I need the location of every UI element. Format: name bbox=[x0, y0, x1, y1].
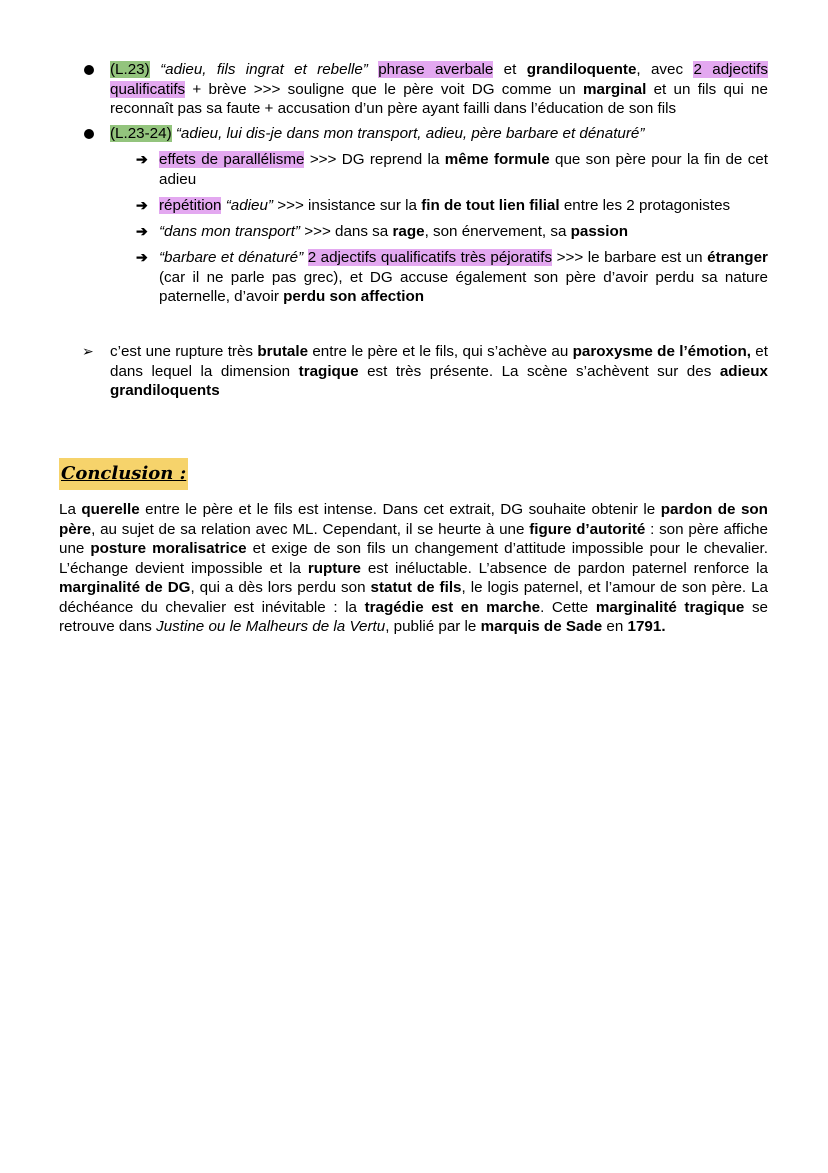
text: que son père pour la fin de cet adieu bbox=[159, 151, 768, 188]
bold-text: grandiloquente bbox=[526, 61, 637, 78]
line-ref: (L.23) bbox=[110, 61, 150, 78]
text: , au sujet de sa relation avec ML. Cependant, il se heurte à une bbox=[91, 520, 525, 538]
bold-text: rage bbox=[392, 223, 425, 240]
line-ref: (L.23-24) bbox=[110, 125, 172, 142]
sub-item-barbare bbox=[159, 248, 768, 307]
quote: “adieu, fils ingrat et rebelle” bbox=[160, 61, 368, 78]
text: (car il ne parle pas grec), et DG accuse également son père d’avoir perdu sa nature paternelle, d’avoir bbox=[159, 268, 768, 305]
text: >>> le barbare est un bbox=[556, 249, 703, 266]
bold-text: perdu son affection bbox=[283, 288, 425, 305]
bullet-l23-24 bbox=[110, 124, 768, 144]
bold-text: tragédie est en marche bbox=[364, 598, 541, 616]
bold-text: marginalité tragique bbox=[595, 598, 745, 616]
bold-text: passion bbox=[570, 223, 629, 240]
text: , qui a dès lors perdu son bbox=[190, 579, 366, 596]
bold-text: même formule bbox=[444, 151, 550, 168]
bold-text: fin de tout lien filial bbox=[421, 197, 560, 214]
bold-text: figure d’autorité bbox=[529, 520, 646, 538]
summary-arrow-icon: ➢ bbox=[82, 343, 94, 359]
text: se retrouve dans bbox=[59, 598, 768, 635]
highlight: 2 adjectifs qualificatifs très péjoratifs bbox=[307, 249, 553, 266]
text: , publié par le bbox=[385, 618, 477, 635]
text: et un fils qui ne reconnaît pas sa faute + accusation d’un père ayant failli dans l’éducation de son fils bbox=[110, 80, 768, 117]
summary-paragraph bbox=[110, 342, 768, 401]
bold-text: paroxysme de l’émotion, bbox=[572, 343, 751, 360]
arrow-icon: ➔ bbox=[136, 223, 148, 239]
text: entre le père et le fils est intense. Dans cet extrait, DG souhaite obtenir le bbox=[145, 501, 656, 518]
highlight: effets de parallélisme bbox=[159, 151, 305, 168]
text: : son père affiche une bbox=[59, 520, 768, 557]
text: et dans lequel la dimension bbox=[110, 343, 768, 380]
bold-text: pardon de son père bbox=[59, 501, 768, 538]
bullet-dot bbox=[84, 65, 94, 75]
bold-text: marginal bbox=[583, 80, 647, 98]
bold-text: querelle bbox=[81, 501, 140, 518]
text: . Cette bbox=[540, 598, 589, 616]
text: et exige de son fils un changement d’attitude impossible pour le chevalier. L’échange devient impossible et la bbox=[59, 540, 768, 577]
text: >>> insistance sur la bbox=[277, 197, 417, 214]
italic-title: Justine ou le Malheurs de la Vertu bbox=[156, 618, 386, 635]
bold-text: étranger bbox=[707, 249, 768, 266]
sub-item-transport bbox=[159, 222, 768, 242]
bold-text: posture moralisatrice bbox=[90, 540, 247, 557]
arrow-icon: ➔ bbox=[136, 197, 148, 213]
text: , avec bbox=[636, 61, 684, 78]
bold-text: statut de fils bbox=[370, 579, 462, 596]
text: en bbox=[606, 618, 624, 635]
text: et bbox=[503, 61, 517, 78]
sub-item-repetition bbox=[159, 196, 768, 216]
bold-text: 1791. bbox=[627, 618, 666, 635]
text: entre les 2 protagonistes bbox=[563, 197, 731, 214]
highlight: répétition bbox=[159, 197, 222, 214]
quote: “adieu, lui dis-je dans mon transport, adieu, père barbare et dénaturé” bbox=[175, 125, 645, 142]
text: + brève >>> souligne que le père voit DG comme un bbox=[192, 80, 576, 98]
bold-text: marquis de Sade bbox=[480, 618, 603, 635]
conclusion-title: Conclusion : bbox=[59, 458, 188, 490]
quote: “adieu” bbox=[225, 197, 273, 214]
quote: “dans mon transport” bbox=[159, 223, 300, 240]
text: est inéluctable. L’absence de pardon paternel renforce la bbox=[367, 559, 768, 577]
text: , son énervement, sa bbox=[424, 223, 567, 240]
text: >>> dans sa bbox=[304, 223, 389, 240]
bold-text: tragique bbox=[298, 362, 359, 380]
text: >>> DG reprend la bbox=[309, 151, 440, 168]
sub-item-parallelisme bbox=[159, 150, 768, 189]
quote: “barbare et dénaturé” bbox=[159, 249, 304, 266]
text: , le logis paternel, et l’amour de son père. La déchéance du chevalier est inévitable : la bbox=[59, 579, 768, 616]
bold-text: brutale bbox=[257, 343, 309, 360]
arrow-icon: ➔ bbox=[136, 151, 148, 167]
bullet-l23 bbox=[110, 60, 768, 119]
highlight: 2 adjectifs qualificatifs bbox=[110, 61, 768, 98]
bullet-dot bbox=[84, 129, 94, 139]
highlight: phrase averbale bbox=[378, 61, 494, 78]
bold-text: marginalité de DG bbox=[59, 579, 191, 596]
text: c’est une rupture très bbox=[110, 343, 254, 360]
arrow-icon: ➔ bbox=[136, 249, 148, 265]
text: entre le père et le fils, qui s’achève au bbox=[312, 343, 569, 360]
bold-text: adieux grandiloquents bbox=[110, 362, 768, 399]
text: La bbox=[59, 501, 76, 518]
text: est très présente. La scène s’achèvent sur des bbox=[367, 362, 712, 380]
conclusion-paragraph bbox=[59, 500, 768, 637]
bold-text: rupture bbox=[307, 559, 361, 577]
